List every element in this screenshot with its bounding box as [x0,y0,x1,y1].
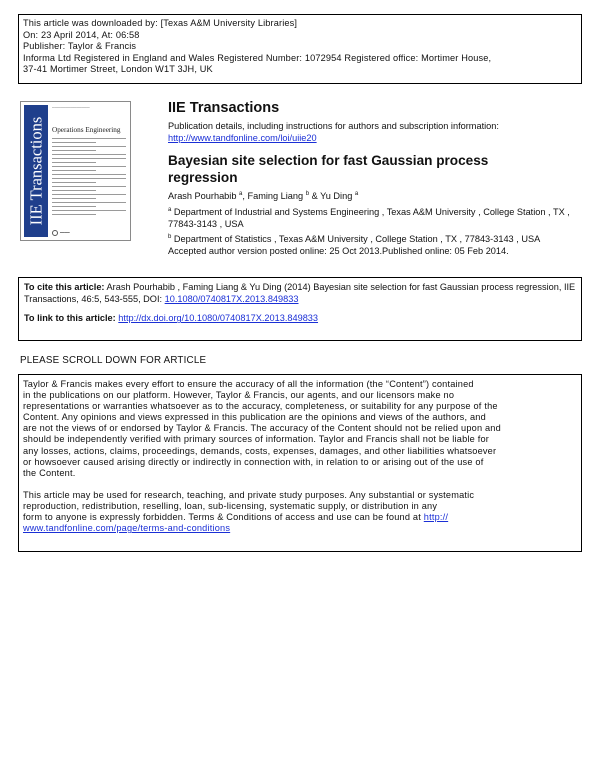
journal-url-link[interactable]: http://www.tandfonline.com/loi/uiie20 [168,132,317,143]
link-label: To link to this article: [24,313,116,324]
affiliation-a-mark: a [168,207,172,213]
cover-vertical-title: IIE Transactions [26,116,45,226]
downloaded-by-text: This article was downloaded by: [Texas A&M University Libraries] [23,18,298,28]
affiliation-a [168,205,578,230]
journal-name: IIE Transactions [168,100,280,116]
cover-contents-lines [52,138,126,218]
download-info-box [18,14,582,84]
cover-brand-mark: ━━━━ [60,230,70,235]
publication-details [168,121,578,144]
author-2: Faming Liang [247,191,304,202]
publication-details-text: Publication details, including instructions for authors and subscription information: [168,121,499,131]
journal-cover-image [20,101,131,241]
author-1: Arash Pourhabib [168,191,237,202]
terms-link-start[interactable]: http:// [423,512,449,523]
citation-box [18,277,582,341]
author-1-affiliation-mark: a [239,191,243,197]
author-2-affiliation-mark: b [305,191,310,197]
doi-link[interactable]: 10.1080/0740817X.2013.849833 [164,293,299,304]
disclaimer-paragraph-1: Taylor & Francis makes every effort to ensure the accuracy of all the information (the “Content”) contained in the publications on our platform. However, Taylor & Francis, our agents, and our licensors make no representations or warranties whatsoever as to the accuracy, completeness, or suitability for any purpose of the Content. Any opinions and views expressed in this publication are the opinions and views of the authors, and are not the views of or endorsed by Taylor & Francis. The accuracy of the Content should not be relied upon and should be independently verified with primary sources of information. Taylor and Francis shall not be liable for any losses, actions, claims, proceedings, demands, costs, expenses, damages, and other liabilities whatsoever or howsoever caused arising directly or indirectly in connection with, in relation to or arising out of the use of the Content. [23,379,501,478]
cover-inner-title: Operations Engineering [52,126,121,134]
download-date-text: On: 23 April 2014, At: 06:58 [23,29,140,40]
disclaimer-paragraph-2: This article may be used for research, teaching, and private study purposes. Any substantial or systematic reproduction, redistribution, reselling, loan, sub-licensing, systematic supply, or distribution in any form to anyone is expressly forbidden. Terms & Conditions of access and use can be found at http:// www.tandfonline.com/page/terms-and-conditions [23,489,475,534]
link-line [24,313,576,325]
article-url-link[interactable]: http://dx.doi.org/10.1080/0740817X.2013.849833 [118,313,319,324]
author-3-affiliation-mark: a [354,191,359,197]
publisher-logo-icon [52,230,58,236]
registration-text-line2: 37-41 Mortimer Street, London W1T 3JH, UK [23,64,213,75]
accepted-online-dates: Accepted author version posted online: 25 Oct 2013.Published online: 05 Feb 2014. [168,245,509,256]
citation-line [24,282,576,305]
author-3: Yu Ding [320,191,353,202]
cover-header-line: ────────────── [52,106,90,110]
disclaimer-box [18,374,582,552]
affiliation-b-text: Department of Statistics , Texas A&M University , College Station , TX , 77843-3143 , USA [173,234,541,245]
affiliation-b-mark: b [168,234,172,240]
cite-label: To cite this article: [24,282,105,292]
cite-text: Arash Pourhabib , Faming Liang & Yu Ding (2014) Bayesian site selection for fast Gaussian process regression, IIE Transactions, 46:5, 543-555, DOI: [24,282,576,304]
article-title: Bayesian site selection for fast Gaussian process regression [168,153,489,185]
scroll-down-notice: PLEASE SCROLL DOWN FOR ARTICLE [20,355,207,366]
affiliation-a-text: Department of Industrial and Systems Engineering , Texas A&M University , College Station , TX , 77843-3143 , USA [168,207,570,229]
author-list: Arash Pourhabib $^a$, Faming Liang $^b$ & Yu Ding $^a$ [168,191,359,202]
terms-link-end[interactable]: www.tandfonline.com/page/terms-and-conditions [23,523,231,534]
affiliation-b [168,232,578,257]
registration-text-line1: Informa Ltd Registered in England and Wales Registered Number: 1072954 Registered office: Mortimer House, [23,52,492,63]
publisher-text: Publisher: Taylor & Francis [23,41,137,52]
